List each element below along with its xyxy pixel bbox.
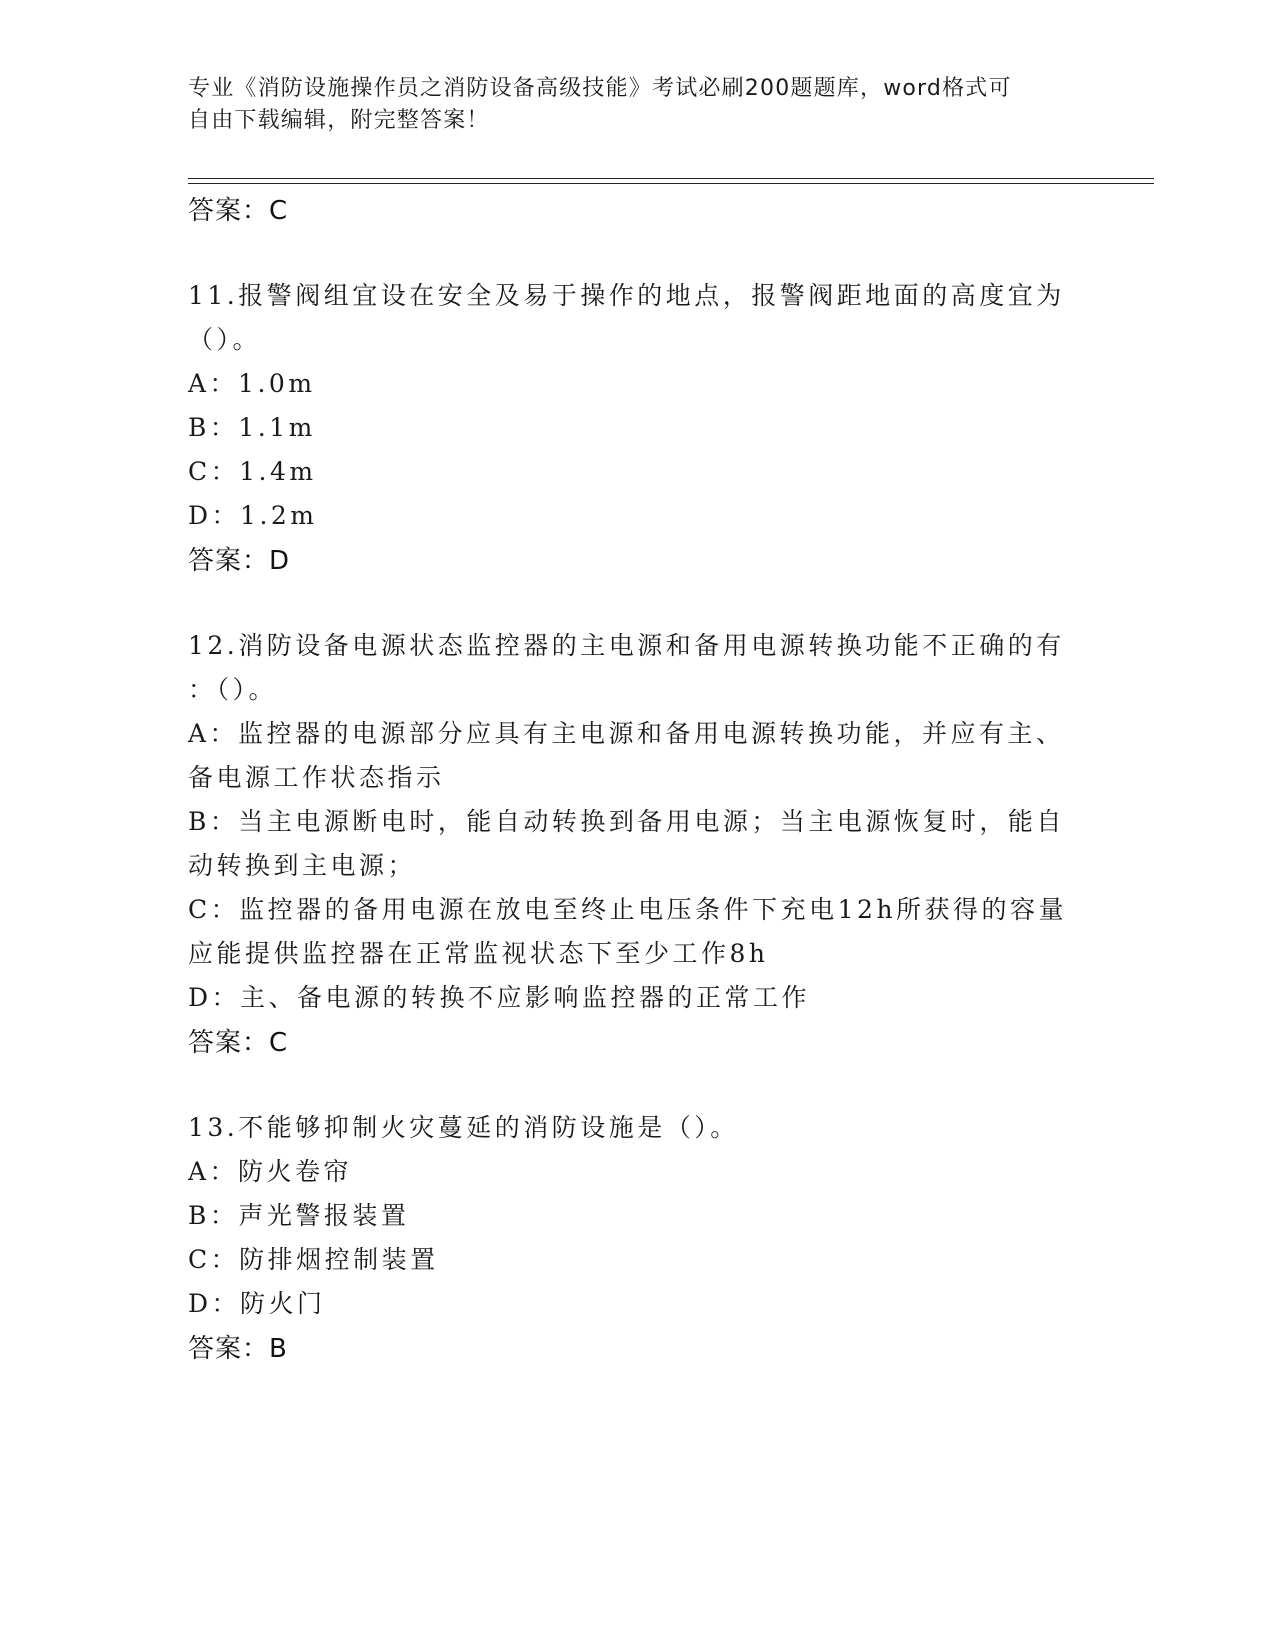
question-12-option-d: D：主、备电源的转换不应影响监控器的正常工作 [188,983,811,1012]
document-header [188,73,1068,137]
header-line-2: 自由下载编辑，附完整答案！ [188,108,490,133]
question-13-stem: 13.不能够抑制火灾蔓延的消防设施是（）。 [188,1113,739,1142]
question-13-answer: 答案：B [188,1334,288,1364]
header-line-1: 专业《消防设施操作员之消防设备高级技能》考试必刷200题题库，word格式可 [188,76,1012,101]
question-11-option-c: C：1.4m [188,457,317,486]
question-13-option-a: A：防火卷帘 [188,1157,353,1186]
question-12-stem-line-2: ：（）。 [188,675,278,704]
header-divider-bottom [188,183,1154,184]
question-11-option-a: A：1.0m [188,369,316,398]
question-12-option-a-line-2: 备电源工作状态指示 [188,763,445,792]
question-12-stem-line-1: 12.消防设备电源状态监控器的主电源和备用电源转换功能不正确的有 [188,631,1065,660]
question-13-option-c: C：防排烟控制装置 [188,1245,439,1274]
header-divider-top [188,178,1154,179]
question-11-answer: 答案：D [188,546,291,576]
question-11-stem-line-2: （）。 [188,325,262,354]
question-11-option-d: D：1.2m [188,501,318,530]
question-12-option-c-line-1: C：监控器的备用电源在放电至终止电压条件下充电12h所获得的容量 [188,895,1068,924]
question-12-answer: 答案：C [188,1028,289,1058]
question-12-option-b-line-2: 动转换到主电源； [188,851,417,880]
question-13-option-b: B：声光警报装置 [188,1201,410,1230]
question-12-option-b-line-1: B：当主电源断电时，能自动转换到备用电源；当主电源恢复时，能自 [188,807,1065,836]
question-11-option-b: B：1.1m [188,413,316,442]
previous-answer: 答案：C [188,196,289,226]
question-12-option-c-line-2: 应能提供监控器在正常监视状态下至少工作8h [188,939,769,968]
question-13-option-d: D：防火门 [188,1289,326,1318]
question-12-option-a-line-1: A：监控器的电源部分应具有主电源和备用电源转换功能，并应有主、 [188,719,1065,748]
question-11-stem-line-1: 11.报警阀组宜设在安全及易于操作的地点，报警阀距地面的高度宜为 [188,281,1065,310]
